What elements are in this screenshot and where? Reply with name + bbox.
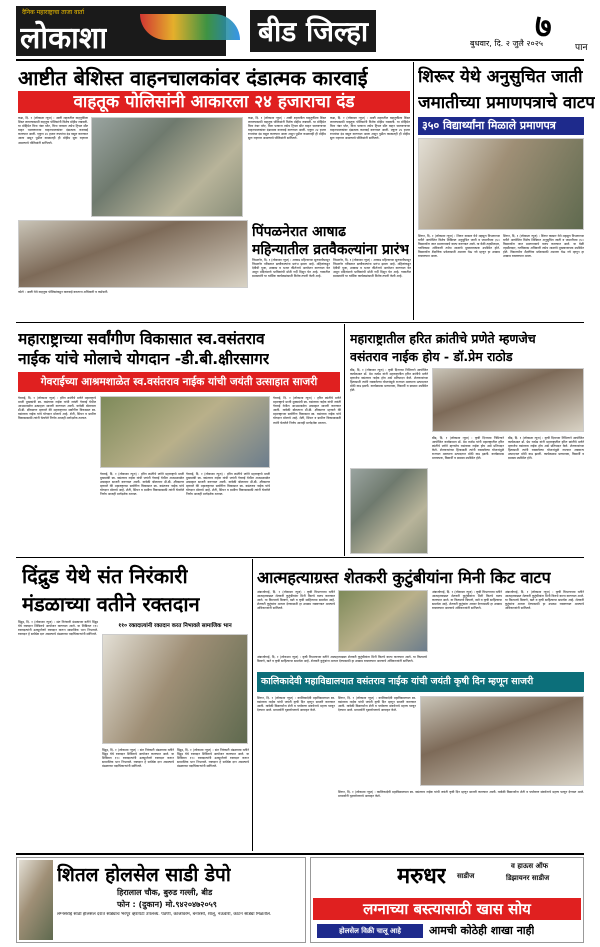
story3-body: पिंपळनेर, दि. १ (लोकाशा न्यूज) : आषाढ महिन्याच्या सुरुवातीपासून पिंपळनेर परिसरात व्रतवैकल्यांना प्रारंभ झाला आहे. महिलांकडून देवीची पूजा, उपवास व भजन कीर्तनाचे आयोजन करण्यात येत असून मंदिरांमध्ये भाविकांची मोठी गर्दी दिसून येत आहे. गावातील ग्रामस्थांनी या धार्मिक कार्यक्रमांसाठी विशेष तयारी केली आहे. (252, 258, 330, 279)
ad-shital-model (19, 860, 53, 940)
masthead-swoosh (140, 14, 240, 40)
story1-body: कडा, दि. १ (लोकाशा न्यूज) : आष्टी शहरातील वाहतुकीला शिस्त लावण्यासाठी वाहतूक पोलिसांनी विशेष मोहीम राबवली. या मोहिमेत विना नंबर प्लेट, विना परवाना तसेच ट्रिपल सीट वाहन चालवणाऱ्या वाहनचालकांवर दंडात्मक कारवाई करण्यात आली. एकूण २४ हजार रुपयांचा दंड वसूल करण्यात आला असून पुढील काळातही ही मोहीम सुरू राहणार असल्याचे पोलिसांनी सांगितले. (18, 116, 88, 145)
ad-shital-phone: फोन : (दुकान) मो.९४२०४७२०५९ (117, 900, 217, 909)
story6-body: दिंद्रुड, दि. १ (लोकाशा न्यूज) : संत निरंकारी मंडळाच्या वतीने दिंद्रुड येथे रक्तदान शिबिराचे आयोजन करण्यात आले. या शिबिरात ११० रक्तदात्यांनी उत्स्फूर्तपणे रक्तदान करून सामाजिक भान निभावले. रक्तदान हे सर्वश्रेष्ठ दान असल्याचे मंडळाच्या पदाधिकाऱ्यांनी सांगितले. (18, 620, 98, 637)
story5-photo (432, 368, 584, 432)
story2-headline1: शिरूर येथे अनुसुचित जाती (418, 67, 583, 87)
story7-photo (338, 590, 428, 652)
ad-marudhar-badge: होलसेल विक्री चालू आहे (317, 924, 423, 938)
section-divider-2 (16, 557, 584, 558)
story1-photo-group (18, 220, 248, 288)
story7-body-col2: अंबाजोगाई, दि. १ (लोकाशा न्यूज) : कृषी विभागाच्या वतीने आत्महत्याग्रस्त शेतकरी कुटुंबीयांना मिनी किटचे वाटप करण्यात आले. या किटमध्ये बियाणे, खते व कृषी साहित्याचा समावेश आहे. शेतकरी कुटुंबांना आधार देण्यासाठी हा उपक्रम राबवण्यात आल्याचे अधिकाऱ्यांनी सांगितले. (432, 590, 502, 611)
masthead (0, 0, 600, 60)
story8-body: शिरूर, दि. १ (लोकाशा न्यूज) : कालिकादेवी महाविद्यालयात स्व. वसंतराव नाईक यांची जयंती कृषी दिन म्हणून साजरी करण्यात आली. यावेळी विद्यार्थ्यांना शेती व पर्यावरण संवर्धनाचे महत्त्व पटवून देण्यात आले. प्राचार्यांनी वृक्षारोपणाचे आवाहन केले. (257, 696, 335, 713)
story3-headline1: पिंपळनेरात आषाढ (252, 224, 347, 240)
story8-photo (420, 696, 584, 786)
story2-body-col2: शिरूर, दि. १ (लोकाशा न्यूज) : शिरूर कासार येथे महसूल विभागाच्या वतीने आयोजित विशेष शिबिरात अनुसुचित जाती व जमातीच्या ३५० विद्यार्थ्यांना जात प्रमाणपत्राचे वाटप करण्यात आले. या वेळी तहसीलदार, गटविकास अधिकारी तसेच शाळांचे मुख्याध्यापक उपस्थित होते. विद्यार्थ्यांना शैक्षणिक प्रवेशासाठी अडचण येऊ नये म्हणून हा उपक्रम राबवण्यात आला. (503, 234, 584, 259)
story1-headline: आष्टीत बेशिस्त वाहनचालकांवर दंडात्मक कारवाई (18, 66, 368, 90)
ad-shital-body: लग्नसराई साठी होलसेल दरात साड्यांचे भरपूर व्हरायटी उपलब्ध. पैठणी, कांजीवरम, बनारसी, शालू, नऊवारी, कॉटन साड्या मिळतील. (57, 912, 272, 917)
section-divider-3 (16, 853, 584, 855)
section-divider-1 (16, 322, 584, 323)
ad-marudhar-suffix: साडीज (457, 872, 475, 880)
column-divider-lower (252, 559, 253, 851)
story2-photo (418, 138, 584, 230)
story2-body: शिरूर, दि. १ (लोकाशा न्यूज) : शिरूर कासार येथे महसूल विभागाच्या वतीने आयोजित विशेष शिबिरात अनुसुचित जाती व जमातीच्या ३५० विद्यार्थ्यांना जात प्रमाणपत्राचे वाटप करण्यात आले. या वेळी तहसीलदार, गटविकास अधिकारी तसेच शाळांचे मुख्याध्यापक उपस्थित होते. विद्यार्थ्यांना शैक्षणिक प्रवेशासाठी अडचण येऊ नये म्हणून हा उपक्रम राबवण्यात आला. (418, 234, 500, 259)
story8-headline: कालिकादेवी महाविद्यालयात वसंतराव नाईक यांची जयंती कृषी दिन म्हणून साजरी (257, 672, 584, 692)
ad-shital-address: हिरालाल चौक, बुरुड गल्ली, बीड (117, 888, 213, 897)
column-divider-mid (344, 324, 345, 556)
newspaper-name: लोकाशा (20, 21, 108, 56)
story6-headline1: दिंद्रुड येथे संत निरंकारी (22, 564, 188, 588)
story5-photo-small (350, 468, 428, 554)
ad-marudhar-slogan: लग्नाच्या बस्त्यासाठी खास सोय (313, 898, 581, 920)
story3-headline2: महिन्यातील व्रतवैकल्यांना प्रारंभ (252, 242, 410, 258)
story6-photo (102, 634, 248, 744)
ad-marudhar-tail: आमची कोठेही शाखा नाही (429, 924, 535, 937)
story4-body-col3: गेवराई, दि. १ (लोकाशा न्यूज) : हरित क्रांतीचे प्रणेते महाराष्ट्राचे माजी मुख्यमंत्री स्व. वसंतराव नाईक यांची जयंती गेवराई येथील आश्रमशाळेत उत्साहात साजरी करण्यात आली. यावेळी बोलताना डी.बी. क्षीरसागर म्हणाले की महाराष्ट्राच्या सर्वांगीण विकासात स्व. वसंतराव नाईक यांचे योगदान मोलाचे आहे. शेती, सिंचन व ग्रामीण विकासासाठी त्यांनी घेतलेले निर्णय आजही मार्गदर्शक ठरतात. (186, 472, 270, 497)
page-label: पान (575, 43, 588, 53)
story1-body-col2: कडा, दि. १ (लोकाशा न्यूज) : आष्टी शहरातील वाहतुकीला शिस्त लावण्यासाठी वाहतूक पोलिसांनी विशेष मोहीम राबवली. या मोहिमेत विना नंबर प्लेट, विना परवाना तसेच ट्रिपल सीट वाहन चालवणाऱ्या वाहनचालकांवर दंडात्मक कारवाई करण्यात आली. एकूण २४ हजार रुपयांचा दंड वसूल करण्यात आला असून पुढील काळातही ही मोहीम सुरू राहणार असल्याचे पोलिसांनी सांगितले. (248, 116, 326, 141)
ad-marudhar-right-bottom: डिझायनर साडीज (506, 874, 550, 882)
page-number: ७ (535, 7, 552, 45)
ad-shital (16, 857, 306, 943)
story1-subhead: वाहतूक पोलिसांनी आकारला २४ हजाराचा दंड (18, 91, 410, 113)
story4-subhead: गेवराईच्या आश्रमशाळेत स्व.वसंतराव नाईक यांची जयंती उत्साहात साजरी (18, 372, 340, 392)
story4-headline1: महाराष्ट्राच्या सर्वांगीण विकासात स्व.वसंतराव (18, 330, 265, 348)
masthead-divider (16, 59, 584, 61)
story7-headline: आत्महत्याग्रस्त शेतकरी कुटुंबीयांना मिनी किट वाटप (257, 568, 551, 587)
story4-headline2: नाईक यांचे मोलाचे योगदान -डी.बी.क्षीरसागर (18, 350, 270, 368)
ad-marudhar-name: मरुधर (397, 864, 446, 889)
story4-photo (100, 396, 270, 468)
edition-name: बीड जिल्हा (250, 10, 376, 52)
story1-photo (91, 117, 243, 217)
ad-marudhar (310, 857, 584, 943)
story7-body-col4: अंबाजोगाई, दि. १ (लोकाशा न्यूज) : कृषी विभागाच्या वतीने आत्महत्याग्रस्त शेतकरी कुटुंबीयांना मिनी किटचे वाटप करण्यात आले. या किटमध्ये बियाणे, खते व कृषी साहित्याचा समावेश आहे. शेतकरी कुटुंबांना आधार देण्यासाठी हा उपक्रम राबवण्यात आल्याचे अधिकाऱ्यांनी सांगितले. (257, 655, 427, 664)
story1-caption: फोटो : आष्टी येथे वाहतूक पोलिसांकडून कारवाई करताना अधिकारी व कर्मचारी. (18, 290, 109, 294)
story4-body-col2: गेवराई, दि. १ (लोकाशा न्यूज) : हरित क्रांतीचे प्रणेते महाराष्ट्राचे माजी मुख्यमंत्री स्व. वसंतराव नाईक यांची जयंती गेवराई येथील आश्रमशाळेत उत्साहात साजरी करण्यात आली. यावेळी बोलताना डी.बी. क्षीरसागर म्हणाले की महाराष्ट्राच्या सर्वांगीण विकासात स्व. वसंतराव नाईक यांचे योगदान मोलाचे आहे. शेती, सिंचन व ग्रामीण विकासासाठी त्यांनी घेतलेले निर्णय आजही मार्गदर्शक ठरतात. (100, 472, 184, 497)
story2-subhead: ३५० विद्यार्थ्यांना मिळाले प्रमाणपत्र (418, 117, 584, 135)
story5-body-col2: बीड, दि. १ (लोकाशा न्यूज) : कृषी दिनाच्या निमित्ताने आयोजित कार्यक्रमात डॉ. प्रेम राठोड यांनी महाराष्ट्रातील हरित क्रांतीचे प्रणेते म्हणजेच वसंतराव नाईक होय असे प्रतिपादन केले. शेतकऱ्यांच्या हितासाठी त्यांनी राबवलेल्या योजनांमुळे राज्यात अन्नधान्य उत्पादनात मोठी वाढ झाली. कार्यक्रमास प्राध्यापक, विद्यार्थी व ग्रामस्थ उपस्थित होते. (432, 436, 504, 461)
column-divider-right (413, 62, 414, 320)
ad-shital-name: शितल होलसेल साडी डेपो (57, 864, 231, 886)
story2-headline2: जमातीच्या प्रमाणपत्राचे वाटप (418, 93, 595, 113)
story4-body: गेवराई, दि. १ (लोकाशा न्यूज) : हरित क्रांतीचे प्रणेते महाराष्ट्राचे माजी मुख्यमंत्री स्व. वसंतराव नाईक यांची जयंती गेवराई येथील आश्रमशाळेत उत्साहात साजरी करण्यात आली. यावेळी बोलताना डी.बी. क्षीरसागर म्हणाले की महाराष्ट्राच्या सर्वांगीण विकासात स्व. वसंतराव नाईक यांचे योगदान मोलाचे आहे. शेती, सिंचन व ग्रामीण विकासासाठी त्यांनी घेतलेले निर्णय आजही मार्गदर्शक ठरतात. (18, 396, 96, 421)
ad-marudhar-right-top: व हाऊस ऑफ (511, 862, 549, 870)
story5-body-col3: बीड, दि. १ (लोकाशा न्यूज) : कृषी दिनाच्या निमित्ताने आयोजित कार्यक्रमात डॉ. प्रेम राठोड यांनी महाराष्ट्रातील हरित क्रांतीचे प्रणेते म्हणजेच वसंतराव नाईक होय असे प्रतिपादन केले. शेतकऱ्यांच्या हितासाठी त्यांनी राबवलेल्या योजनांमुळे राज्यात अन्नधान्य उत्पादनात मोठी वाढ झाली. कार्यक्रमास प्राध्यापक, विद्यार्थी व ग्रामस्थ उपस्थित होते. (508, 436, 584, 461)
story6-headline2: मंडळाच्या वतीने रक्तदान (22, 592, 200, 616)
story8-body-col3: शिरूर, दि. १ (लोकाशा न्यूज) : कालिकादेवी महाविद्यालयात स्व. वसंतराव नाईक यांची जयंती कृषी दिन म्हणून साजरी करण्यात आली. यावेळी विद्यार्थ्यांना शेती व पर्यावरण संवर्धनाचे महत्त्व पटवून देण्यात आले. प्राचार्यांनी वृक्षारोपणाचे आवाहन केले. (338, 790, 584, 799)
story5-headline2: वसंतराव नाईक होय - डॉ.प्रेम राठोड (350, 349, 513, 364)
masthead-tagline: दैनिक महाराष्ट्राचा ताजा वार्ता (22, 9, 85, 16)
story5-headline1: महाराष्ट्रातील हरित क्रांतीचे प्रणेते म्हणजेच (350, 331, 536, 346)
story6-photo-banner: ११० रक्तदात्यांनी रक्तदान करत निभावले सामाजिक भान (118, 623, 232, 629)
story1-body-col3: कडा, दि. १ (लोकाशा न्यूज) : आष्टी शहरातील वाहतुकीला शिस्त लावण्यासाठी वाहतूक पोलिसांनी विशेष मोहीम राबवली. या मोहिमेत विना नंबर प्लेट, विना परवाना तसेच ट्रिपल सीट वाहन चालवणाऱ्या वाहनचालकांवर दंडात्मक कारवाई करण्यात आली. एकूण २४ हजार रुपयांचा दंड वसूल करण्यात आला असून पुढील काळातही ही मोहीम सुरू राहणार असल्याचे पोलिसांनी सांगितले. (330, 116, 410, 141)
story3-body-col2: पिंपळनेर, दि. १ (लोकाशा न्यूज) : आषाढ महिन्याच्या सुरुवातीपासून पिंपळनेर परिसरात व्रतवैकल्यांना प्रारंभ झाला आहे. महिलांकडून देवीची पूजा, उपवास व भजन कीर्तनाचे आयोजन करण्यात येत असून मंदिरांमध्ये भाविकांची मोठी गर्दी दिसून येत आहे. गावातील ग्रामस्थांनी या धार्मिक कार्यक्रमांसाठी विशेष तयारी केली आहे. (333, 258, 411, 279)
story8-body-col2: शिरूर, दि. १ (लोकाशा न्यूज) : कालिकादेवी महाविद्यालयात स्व. वसंतराव नाईक यांची जयंती कृषी दिन म्हणून साजरी करण्यात आली. यावेळी विद्यार्थ्यांना शेती व पर्यावरण संवर्धनाचे महत्त्व पटवून देण्यात आले. प्राचार्यांनी वृक्षारोपणाचे आवाहन केले. (338, 696, 416, 713)
story5-body: बीड, दि. १ (लोकाशा न्यूज) : कृषी दिनाच्या निमित्ताने आयोजित कार्यक्रमात डॉ. प्रेम राठोड यांनी महाराष्ट्रातील हरित क्रांतीचे प्रणेते म्हणजेच वसंतराव नाईक होय असे प्रतिपादन केले. शेतकऱ्यांच्या हितासाठी त्यांनी राबवलेल्या योजनांमुळे राज्यात अन्नधान्य उत्पादनात मोठी वाढ झाली. कार्यक्रमास प्राध्यापक, विद्यार्थी व ग्रामस्थ उपस्थित होते. (350, 368, 428, 393)
story7-body-col3: अंबाजोगाई, दि. १ (लोकाशा न्यूज) : कृषी विभागाच्या वतीने आत्महत्याग्रस्त शेतकरी कुटुंबीयांना मिनी किटचे वाटप करण्यात आले. या किटमध्ये बियाणे, खते व कृषी साहित्याचा समावेश आहे. शेतकरी कुटुंबांना आधार देण्यासाठी हा उपक्रम राबवण्यात आल्याचे अधिकाऱ्यांनी सांगितले. (505, 590, 584, 611)
issue-date: बुधवार, दि. २ जुलै २०२५ (470, 39, 544, 48)
story6-body-col2: दिंद्रुड, दि. १ (लोकाशा न्यूज) : संत निरंकारी मंडळाच्या वतीने दिंद्रुड येथे रक्तदान शिबिराचे आयोजन करण्यात आले. या शिबिरात ११० रक्तदात्यांनी उत्स्फूर्तपणे रक्तदान करून सामाजिक भान निभावले. रक्तदान हे सर्वश्रेष्ठ दान असल्याचे मंडळाच्या पदाधिकाऱ्यांनी सांगितले. (102, 748, 174, 769)
story4-body-col4: गेवराई, दि. १ (लोकाशा न्यूज) : हरित क्रांतीचे प्रणेते महाराष्ट्राचे माजी मुख्यमंत्री स्व. वसंतराव नाईक यांची जयंती गेवराई येथील आश्रमशाळेत उत्साहात साजरी करण्यात आली. यावेळी बोलताना डी.बी. क्षीरसागर म्हणाले की महाराष्ट्राच्या सर्वांगीण विकासात स्व. वसंतराव नाईक यांचे योगदान मोलाचे आहे. शेती, सिंचन व ग्रामीण विकासासाठी त्यांनी घेतलेले निर्णय आजही मार्गदर्शक ठरतात. (273, 396, 341, 425)
story6-body-col3: दिंद्रुड, दि. १ (लोकाशा न्यूज) : संत निरंकारी मंडळाच्या वतीने दिंद्रुड येथे रक्तदान शिबिराचे आयोजन करण्यात आले. या शिबिरात ११० रक्तदात्यांनी उत्स्फूर्तपणे रक्तदान करून सामाजिक भान निभावले. रक्तदान हे सर्वश्रेष्ठ दान असल्याचे मंडळाच्या पदाधिकाऱ्यांनी सांगितले. (177, 748, 249, 769)
story7-body: अंबाजोगाई, दि. १ (लोकाशा न्यूज) : कृषी विभागाच्या वतीने आत्महत्याग्रस्त शेतकरी कुटुंबीयांना मिनी किटचे वाटप करण्यात आले. या किटमध्ये बियाणे, खते व कृषी साहित्याचा समावेश आहे. शेतकरी कुटुंबांना आधार देण्यासाठी हा उपक्रम राबवण्यात आल्याचे अधिकाऱ्यांनी सांगितले. (257, 590, 335, 611)
